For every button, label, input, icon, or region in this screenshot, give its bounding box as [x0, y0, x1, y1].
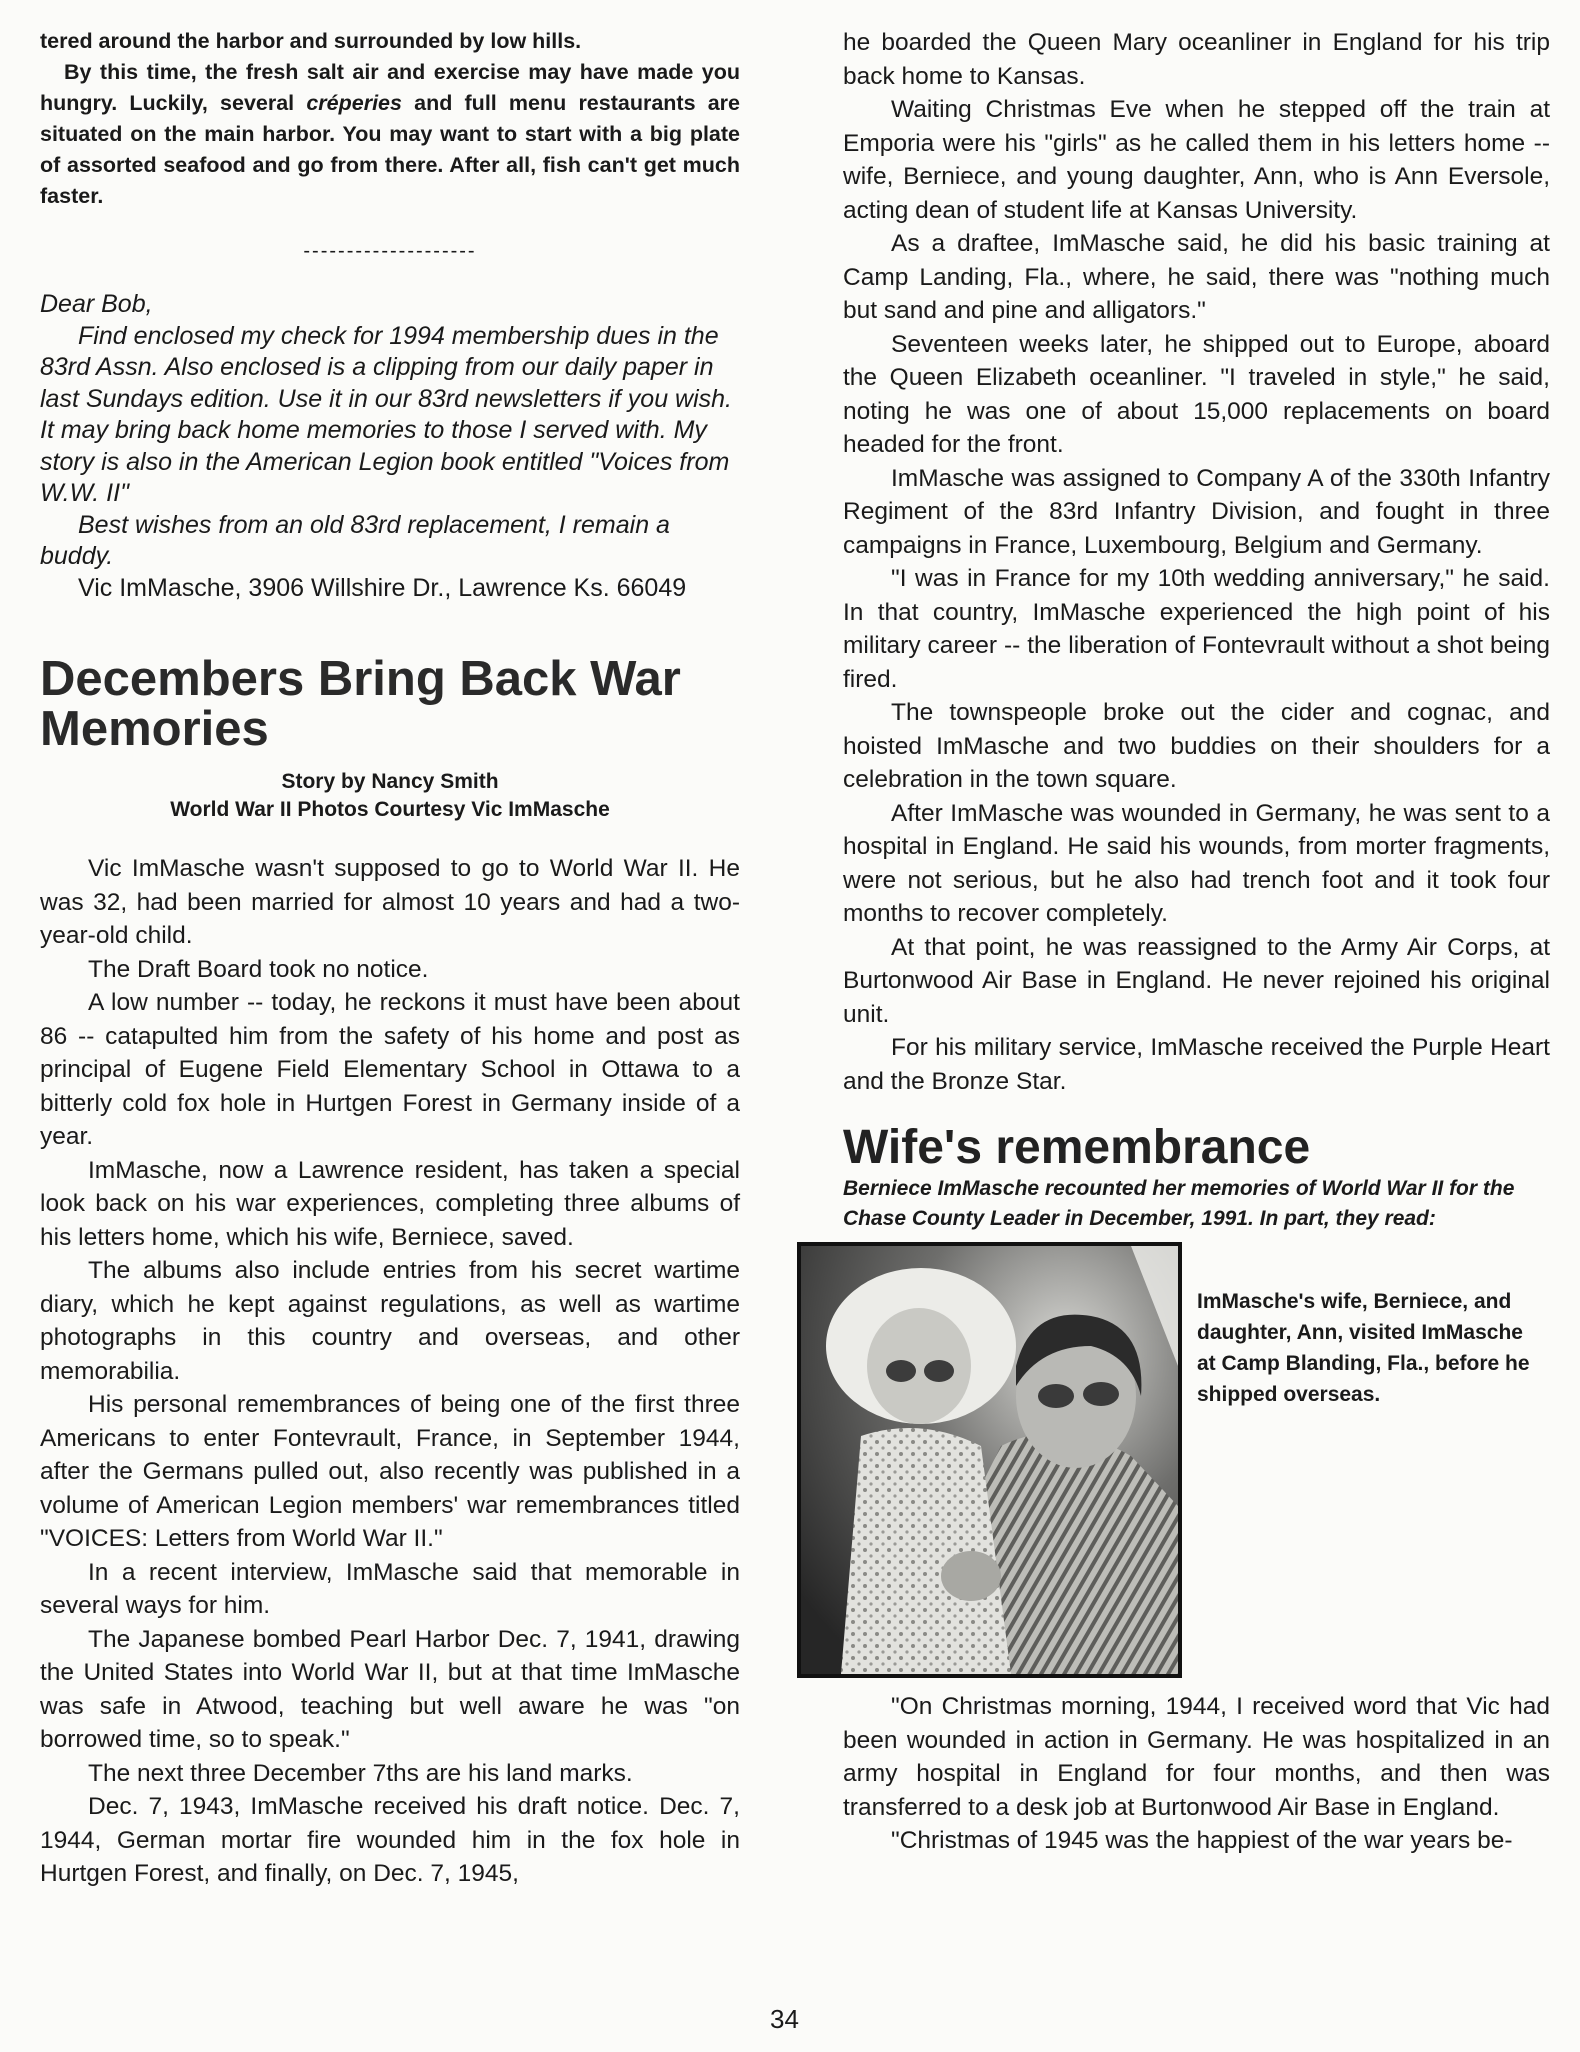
- article-headline: Decembers Bring Back War Memories: [40, 652, 681, 756]
- article-paragraph: Seventeen weeks later, he shipped out to Europe, aboard the Queen Elizabeth oceanliner. "I traveled in style," he said, noting he was one of about 15,000 replacements on board headed for the front.: [843, 330, 1550, 458]
- article-paragraph: ImMasche was assigned to Company A of the 330th Infantry Regiment of the 83rd Infantry Division, and fought in three campaigns in France, Luxembourg, Belgium and Germany.: [843, 464, 1550, 559]
- article-paragraph: Dec. 7, 1943, ImMasche received his draft notice. Dec. 7, 1944, German mortar fire wounded him in the fox hole in Hurtgen Forest, and finally, on Dec. 7, 1945,: [40, 1793, 740, 1887]
- section-intro: Berniece ImMasche recounted her memories of World War II for the Chase County Leader in December, 1991. In part, they read:: [843, 1177, 1515, 1230]
- section-divider: --------------------: [303, 240, 477, 262]
- right-column: [843, 26, 1550, 1858]
- byline-photo-credit: World War II Photos Courtesy Vic ImMasche: [170, 798, 610, 821]
- wife-remembrance-body: [843, 1690, 1550, 1858]
- intro-italic-word: créperies: [306, 91, 402, 115]
- article-paragraph: "I was in France for my 10th wedding anniversary," he said. In that country, ImMasche experienced the high point of his military career -- the liberation of Fontevrault without a shot being fired.: [843, 565, 1550, 693]
- article-paragraph: A low number -- today, he reckons it must have been about 86 -- catapulted him from the safety of his home and post as principal of Eugene Field Elementary School in Ottawa to a bitterly cold fox hole in Hurtgen Forest in Germany inside of a year.: [40, 989, 740, 1150]
- article-paragraph: The Draft Board took no notice.: [88, 955, 429, 983]
- article-paragraph: At that point, he was reassigned to the Army Air Corps, at Burtonwood Air Base in England. He never rejoined his original unit.: [843, 933, 1550, 1028]
- article-paragraph: After ImMasche was wounded in Germany, he was sent to a hospital in England. He said his wounds, from morter fragments, were not serious, but he also had trench foot and it took four months to recover completely.: [843, 799, 1550, 927]
- page-number: 34: [770, 2004, 799, 2034]
- photo-illustration: [801, 1246, 1178, 1674]
- article-paragraph: he boarded the Queen Mary oceanliner in England for his trip back home to Kansas.: [843, 29, 1550, 90]
- intro-paragraph: tered around the harbor and surrounded by low hills.: [40, 29, 582, 53]
- article-paragraph: The albums also include entries from his secret wartime diary, which he kept against regulations, as well as wartime photographs in this country and overseas, and other memorabilia.: [40, 1257, 740, 1385]
- section-heading: Wife's remembrance: [843, 1121, 1311, 1174]
- article-paragraph: For his military service, ImMasche received the Purple Heart and the Bronze Star.: [843, 1034, 1550, 1095]
- intro-text: By this time, the fresh salt air and exercise may have made you hungry. Luckily, several: [40, 60, 740, 115]
- article-paragraph: The next three December 7ths are his land marks.: [88, 1759, 633, 1787]
- article-paragraph: The Japanese bombed Pearl Harbor Dec. 7, 1941, drawing the United States into World War II, but at that time ImMasche was safe in Atwood, teaching but well aware he was "on borrowed time, so to speak.": [40, 1625, 740, 1753]
- article-body-right: [843, 26, 1550, 1098]
- intro-paragraph: [40, 57, 740, 212]
- byline-author: Story by Nancy Smith: [281, 770, 499, 793]
- left-column: [40, 26, 740, 1891]
- intro-text: and full menu restaurants are situated on the main harbor. You may want to start with a big plate of assorted seafood and go from there. After all, fish can't get much faster.: [40, 91, 740, 208]
- letter-signature: Vic ImMasche, 3906 Willshire Dr., Lawrence Ks. 66049: [78, 573, 687, 602]
- article-body-left: [40, 852, 740, 1891]
- family-photo: [797, 1242, 1182, 1678]
- reader-letter: [40, 289, 740, 604]
- remembrance-paragraph: "On Christmas morning, 1944, I received word that Vic had been wounded in action in Germany. He was hospitalized in an army hospital in England for four months, and then was transferred to a desk job at Burtonwood Air Base in England.: [843, 1693, 1550, 1821]
- article-paragraph: As a draftee, ImMasche said, he did his basic training at Camp Landing, Fla., where, he said, there was "nothing much but sand and pine and alligators.": [843, 230, 1550, 324]
- article-paragraph: Vic ImMasche wasn't supposed to go to World War II. He was 32, had been married for almost 10 years and had a two-year-old child.: [40, 855, 740, 949]
- article-paragraph: His personal remembrances of being one of the first three Americans to enter Fontevrault, France, in September 1944, after the Germans pulled out, also recently was published in a volume of American Legion members' war remembrances titled "VOICES: Letters from World War II.": [40, 1391, 740, 1552]
- photo-with-caption: [843, 1242, 1550, 1678]
- article-paragraph: The townspeople broke out the cider and cognac, and hoisted ImMasche and two buddies on their shoulders for a celebration in the town square.: [843, 699, 1550, 793]
- travel-article-ending: [40, 26, 740, 212]
- photo-caption: ImMasche's wife, Berniece, and daughter, Ann, visited ImMasche at Camp Blanding, Fla., before he shipped overseas.: [1197, 1290, 1530, 1406]
- article-byline: [40, 768, 740, 824]
- letter-body: Find enclosed my check for 1994 membership dues in the 83rd Assn. Also enclosed is a clipping from our daily paper in last Sundays edition. Use it in our 83rd newsletters if you wish. It may bring back home memories to those I served with. My story is also in the American Legion book entitled "Voices from W.W. II": [40, 321, 733, 507]
- letter-closing: Best wishes from an old 83rd replacement, I remain a buddy.: [40, 510, 670, 570]
- remembrance-paragraph: "Christmas of 1945 was the happiest of the war years be-: [891, 1827, 1513, 1854]
- article-paragraph: In a recent interview, ImMasche said that memorable in several ways for him.: [40, 1558, 740, 1619]
- article-paragraph: ImMasche, now a Lawrence resident, has taken a special look back on his war experiences, completing three albums of his letters home, which his wife, Berniece, saved.: [40, 1156, 740, 1251]
- letter-salutation: Dear Bob,: [40, 290, 153, 318]
- article-paragraph: Waiting Christmas Eve when he stepped off the train at Emporia were his "girls" as he called them in his letters home -- wife, Berniece, and young daughter, Ann, who is Ann Eversole, acting dean of student life at Kansas University.: [843, 96, 1550, 224]
